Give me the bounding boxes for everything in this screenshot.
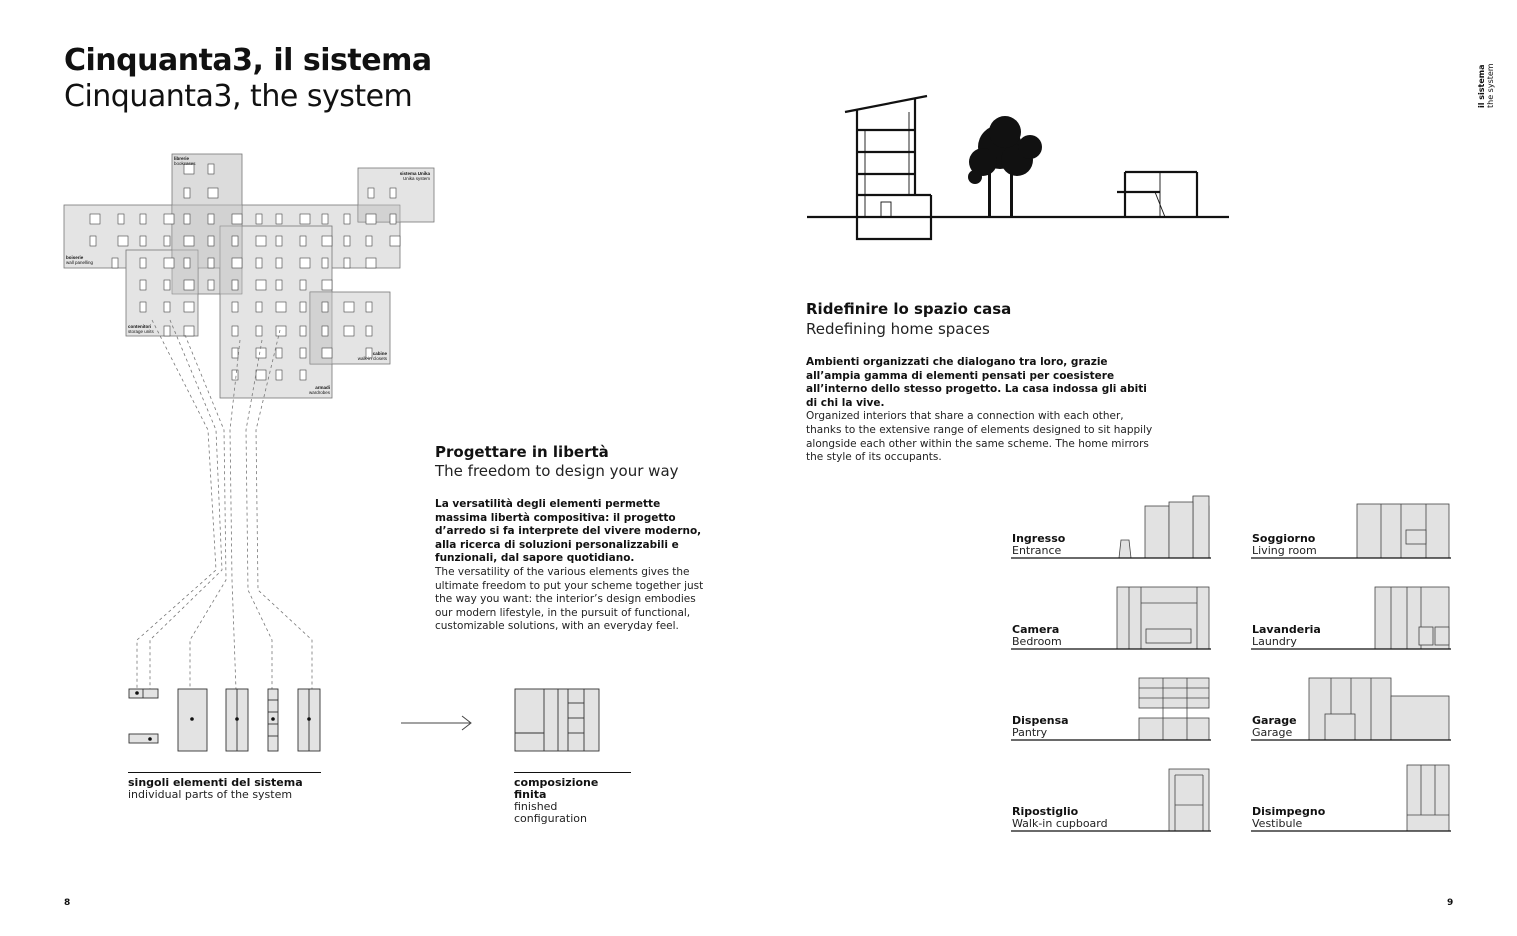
label-unika: sistema Unika bbox=[399, 171, 430, 176]
page-title-italian: Cinquanta3, il sistema bbox=[64, 43, 432, 78]
redefining-heading-italian: Ridefinire lo spazio casa bbox=[806, 300, 1012, 318]
freedom-heading-italian: Progettare in libertà bbox=[435, 443, 609, 461]
label-boiserie: boiserie bbox=[66, 255, 84, 260]
tree-icon bbox=[968, 116, 1042, 217]
page-number-right: 9 bbox=[1447, 898, 1454, 908]
room-name-english: Vestibule bbox=[1252, 817, 1303, 830]
redefining-body-italian: Ambienti organizzati che dialogano tra loro, grazie all’ampia gamma di elementi pensati per coesistere all’interno dello stesso progetto. La casa indossa gli abiti di chi la vive. bbox=[806, 356, 1147, 409]
room-tile bbox=[1011, 765, 1211, 833]
freedom-body-english: The versatility of the various elements gives the ultimate freedom to put your scheme together just the way you want: the interior’s design embodies our modern lifestyle, in the pursuit of functional, customizable solutions, with an everyday feel. bbox=[435, 565, 704, 633]
room-tile bbox=[1011, 674, 1211, 742]
side-tab-english: the system bbox=[1486, 63, 1495, 108]
arrow-line bbox=[400, 713, 480, 733]
room-tile bbox=[1011, 583, 1211, 651]
room-name-italian: Garage bbox=[1252, 714, 1297, 727]
room-name-italian: Dispensa bbox=[1012, 714, 1069, 727]
room-name-italian: Ripostiglio bbox=[1012, 805, 1079, 818]
side-section-tab bbox=[1477, 62, 1507, 122]
finished-configuration-drawing bbox=[514, 688, 604, 754]
label-contenitori: contenitori bbox=[128, 324, 152, 329]
connector-lines bbox=[0, 0, 400, 460]
page-number-left: 8 bbox=[64, 898, 71, 908]
page-title-english: Cinquanta3, the system bbox=[64, 79, 413, 114]
label-armadi: armadi bbox=[315, 385, 330, 390]
label-boiserie-en: wall panelling bbox=[66, 260, 94, 265]
finished-caption-italian: composizione finita bbox=[514, 776, 599, 801]
room-name-english: Bedroom bbox=[1012, 635, 1062, 648]
singles-caption-italian: singoli elementi del sistema bbox=[128, 776, 303, 789]
finished-caption-english: finished configuration bbox=[514, 800, 587, 825]
room-tile bbox=[1011, 492, 1211, 560]
redefining-body-english: Organized interiors that share a connection with each other, thanks to the extensive range of elements designed to sit happily alongside each other within the same scheme. The home mirrors the style of its occupants. bbox=[806, 410, 1153, 464]
room-name-italian: Camera bbox=[1012, 623, 1060, 636]
room-name-italian: Soggiorno bbox=[1252, 532, 1316, 545]
room-name-italian: Ingresso bbox=[1012, 532, 1066, 545]
label-contenitori-en: storage units bbox=[128, 329, 154, 334]
label-cabine: cabine bbox=[372, 351, 387, 356]
room-tile bbox=[1251, 583, 1451, 651]
freedom-heading-english: The freedom to design your way bbox=[435, 462, 679, 480]
individual-elements-drawing bbox=[128, 688, 328, 758]
side-tab-italian: il sistema bbox=[1477, 64, 1486, 108]
label-armadi-en: wardrobes bbox=[308, 390, 330, 395]
label-librerie: librerie bbox=[174, 156, 190, 161]
finished-caption bbox=[514, 772, 631, 825]
house-section-drawing bbox=[805, 92, 1245, 242]
singles-caption-english: individual parts of the system bbox=[128, 788, 293, 801]
label-unika-en: Unika system bbox=[402, 176, 430, 181]
room-name-english: Living room bbox=[1252, 544, 1317, 557]
redefining-heading-english: Redefining home spaces bbox=[806, 320, 990, 338]
singles-caption bbox=[128, 772, 321, 801]
freedom-body-italian: La versatilità degli elementi permette massima libertà compositiva: il progetto d’arredo si fa interprete del vivere moderno, alla ricerca di soluzioni personalizzabili e funzionali, dal sapore quotidiano. bbox=[435, 498, 702, 565]
redefining-body bbox=[806, 356, 1161, 465]
room-tile bbox=[1251, 674, 1451, 742]
room-name-italian: Lavanderia bbox=[1252, 623, 1321, 636]
room-name-english: Laundry bbox=[1252, 635, 1297, 648]
label-cabine-en: walk-in closets bbox=[357, 356, 387, 361]
room-name-english: Walk-in cupboard bbox=[1012, 817, 1108, 830]
freedom-body bbox=[435, 498, 715, 634]
room-name-english: Entrance bbox=[1012, 544, 1062, 557]
room-name-english: Garage bbox=[1252, 726, 1293, 739]
label-librerie-en: bookcases bbox=[174, 161, 196, 166]
room-name-english: Pantry bbox=[1012, 726, 1048, 739]
room-name-italian: Disimpegno bbox=[1252, 805, 1326, 818]
room-tile bbox=[1251, 765, 1451, 833]
room-tile bbox=[1251, 492, 1451, 560]
